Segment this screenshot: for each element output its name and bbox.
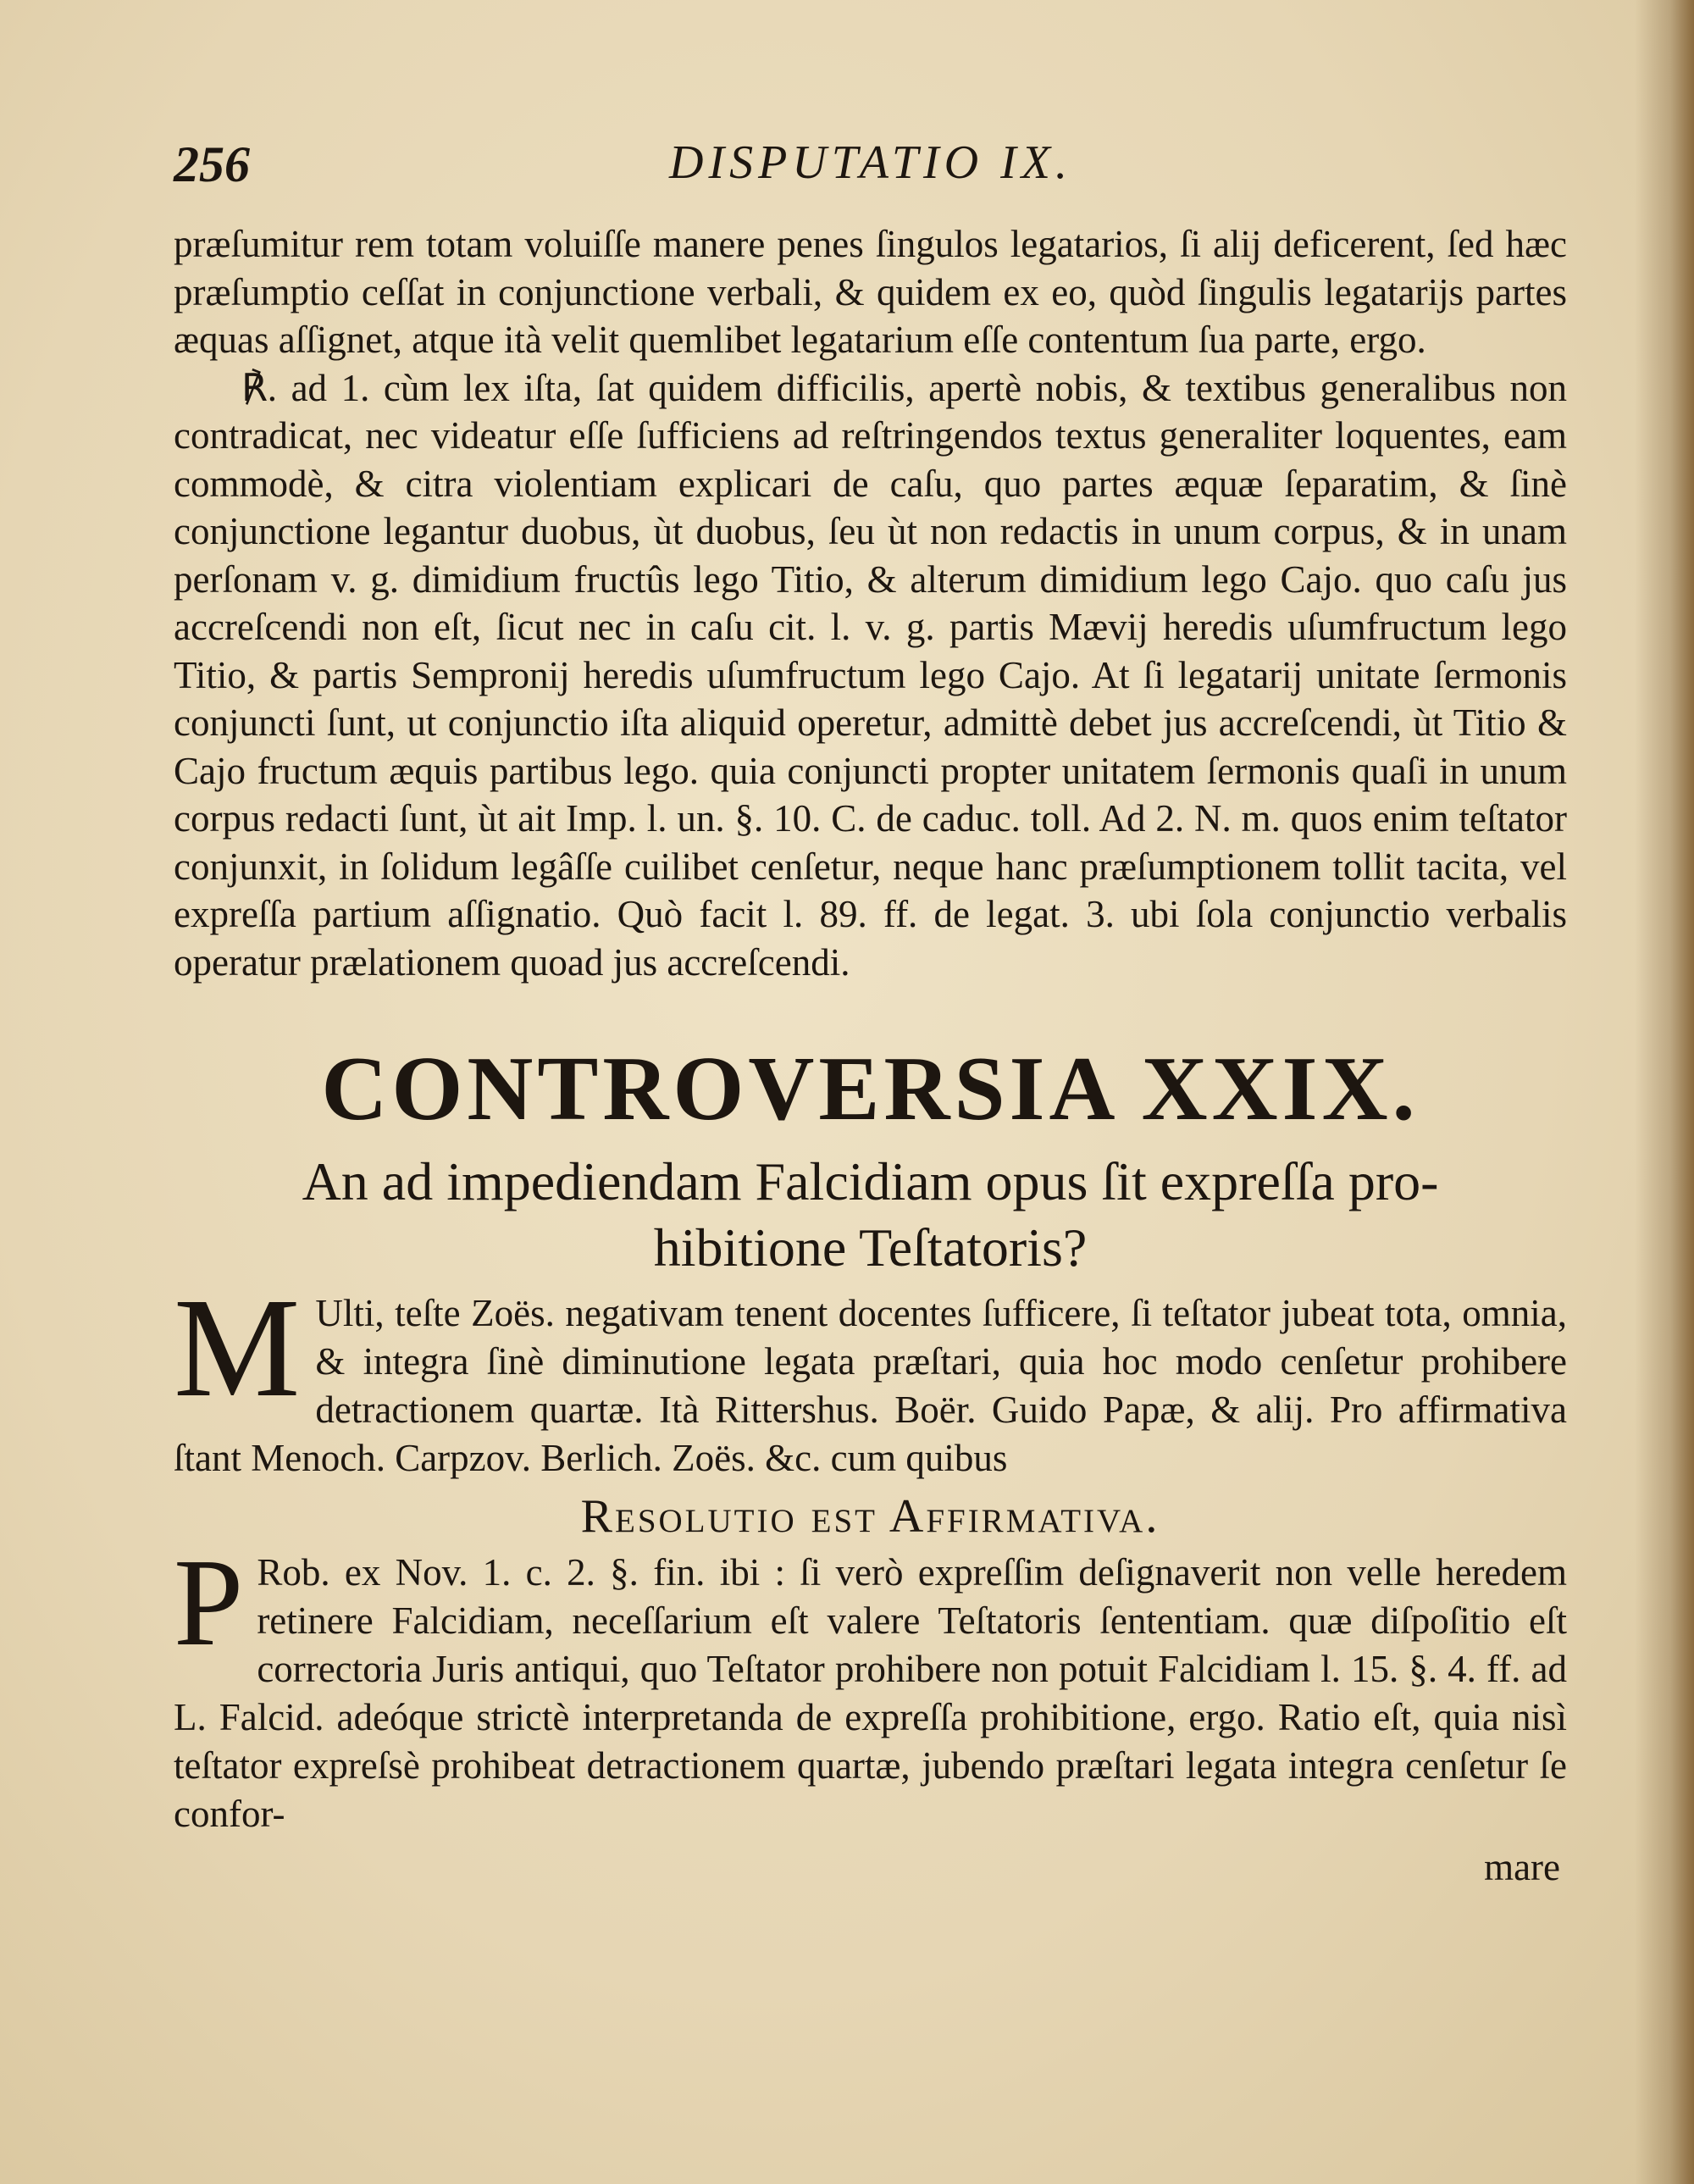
page-content: [174, 127, 1567, 1891]
body-text: [174, 220, 1567, 986]
drop-cap-p: P: [174, 1533, 244, 1672]
binding-gutter: [1635, 0, 1694, 2184]
proof-paragraph: [174, 1533, 1567, 1838]
paragraph-continuation: præſumitur rem totam voluiſſe manere penes ſingulos legatarios, ſi alij deficerent, ſed hæc præſumptio ceſſat in conjunctione verbali, & quidem ex eo, quòd ſingulis legatarijs partes æquas aſſignet, atque ità velit quemlibet legatarium eſſe contentum ſua parte, ergo.: [174, 223, 1567, 361]
opinion-paragraph: [174, 1269, 1567, 1483]
page-header: [174, 127, 1567, 220]
resolution-heading: Resolutio est Affirmativa.: [580, 1490, 1160, 1543]
question-line-1: An ad impediendam Falcidiam opus ſit expreſſa pro-: [302, 1151, 1439, 1211]
controversia-question: [174, 1149, 1567, 1281]
drop-cap-m: M: [174, 1269, 301, 1427]
controversia-title: CONTROVERSIA XXIX.: [321, 1039, 1420, 1139]
paragraph-response: ℟. ad 1. cùm lex iſta, ſat quidem difficilis, apertè nobis, & textibus generalibus non contradicat, nec videatur eſſe ſufficiens ad reſtringendos textus generaliter loquentes, eam commodè, & citra violentiam explicari de caſu, quo partes æquæ ſeparatim, & ſinè conjunctione legantur duobus, ùt duobus, ſeu ùt non redactis in unum corpus, & in unam perſonam v. g. dimidium fructûs lego Titio, & alterum dimidium lego Cajo. quo caſu jus accreſcendi non eſt, ſicut nec in caſu cit. l. v. g. partis Mævij heredis uſumfructum lego Titio, & partis Sempronij heredis uſumfructum lego Cajo. At ſi legatarij unitate ſermonis conjuncti ſunt, ut conjunctio iſta aliquid operetur, admittè debet jus accreſcendi, ùt Titio & Cajo fructum æquis partibus lego. quia conjuncti propter unitatem ſermonis quaſi in unum corpus redacti ſunt, ùt ait Imp. l. un. §. 10. C. de caduc. toll. Ad 2. N. m. quos enim teſtator conjunxit, in ſolidum legâſſe cuilibet cenſetur, neque hanc præſumptionem tollit tacita, vel expreſſa partium aſſignatio. Quò facit l. 89. ff. de legat. 3. ubi ſola conjunctio verbalis operatur prælationem quoad jus accreſcendi.: [174, 366, 1567, 984]
proof-text: Rob. ex Nov. 1. c. 2. §. fin. ibi : ſi verò expreſſim deſignaverit non velle heredem retinere Falcidiam, neceſſarium eſt valere Teſtatoris ſententiam. quæ diſpoſitio eſt correctoria Juris antiqui, quo Teſtator prohibere non potuit Falcidiam l. 15. §. 4. ff. ad L. Falcid. adeóque strictè interpretanda de expreſſa prohibitione, ergo. Ratio eſt, quia nisì teſtator expreſsè prohibeat detractionem quartæ, jubendo præſtari legata integra cenſetur ſe confor-: [174, 1551, 1567, 1835]
opinion-text: Ulti, teſte Zoës. negativam tenent docentes ſufficere, ſi teſtator jubeat tota, omnia, & integra ſinè diminutione legata præſtari, quia hoc modo cenſetur prohibere detractionem quartæ. Ità Rittershus. Boër. Guido Papæ, & alij. Pro affirmativa ſtant Menoch. Carpzov. Berlich. Zoës. &c. cum quibus: [174, 1292, 1567, 1479]
question-line-2: hibitione Teſtatoris?: [653, 1217, 1088, 1278]
page-number: 256: [174, 136, 250, 192]
running-head: DISPUTATIO IX.: [669, 136, 1072, 189]
catchword: mare: [1484, 1846, 1560, 1888]
